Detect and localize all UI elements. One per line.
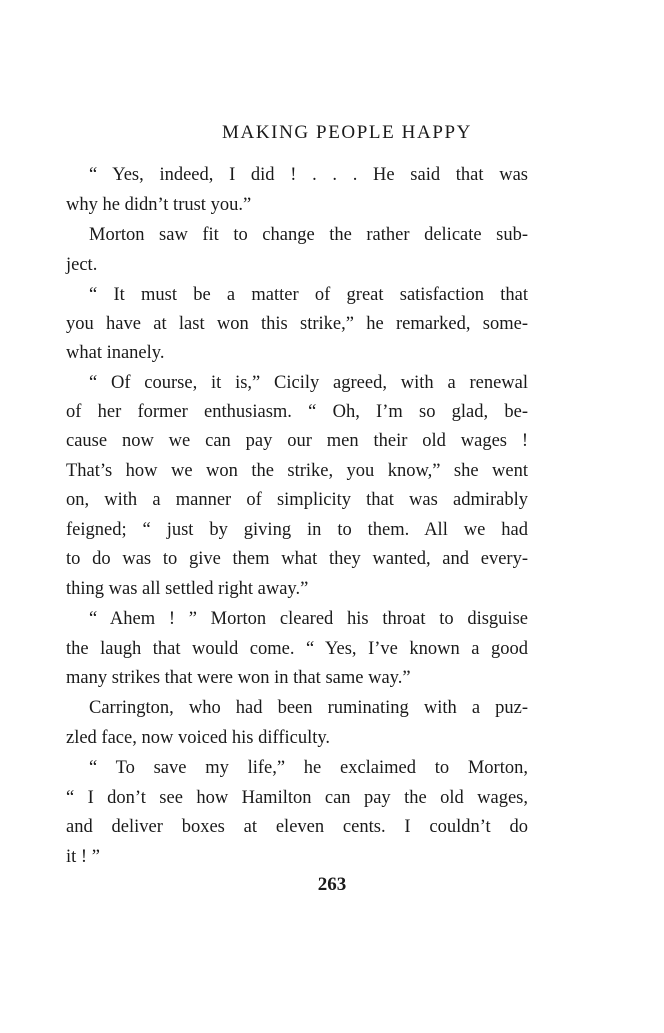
text-line: ject. [66, 255, 98, 275]
text-line: “ Ahem ! ” Morton cleared his throat to disguise [89, 609, 528, 629]
text-line: “ Of course, it is,” Cicily agreed, with a renewal [89, 373, 528, 393]
text-line: the laugh that would come. “ Yes, I’ve known a good [66, 639, 528, 659]
text-line: it ! ” [66, 847, 100, 867]
text-line: cause now we can pay our men their old wages ! [66, 431, 528, 451]
text-line: on, with a manner of simplicity that was admirably [66, 490, 528, 510]
text-line: “ To save my life,” he exclaimed to Morton, [89, 758, 528, 778]
text-line: why he didn’t trust you.” [66, 195, 252, 215]
running-head: MAKING PEOPLE HAPPY [222, 122, 472, 143]
text-line: “ I don’t see how Hamilton can pay the old wages, [66, 788, 528, 808]
text-line: “ It must be a matter of great satisfaction that [89, 285, 528, 305]
text-line: Carrington, who had been ruminating with a puz- [89, 698, 528, 718]
text-line: you have at last won this strike,” he remarked, some- [66, 314, 528, 334]
text-line: of her former enthusiasm. “ Oh, I’m so glad, be- [66, 402, 528, 422]
text-line: feigned; “ just by giving in to them. All we had [66, 520, 528, 540]
page-number: 263 [317, 874, 347, 895]
text-line: zled face, now voiced his difficulty. [66, 728, 331, 748]
text-line: “ Yes, indeed, I did ! . . . He said that was [89, 165, 528, 185]
text-line: to do was to give them what they wanted, and every- [66, 549, 528, 569]
text-line: and deliver boxes at eleven cents. I couldn’t do [66, 817, 528, 837]
text-line: Morton saw fit to change the rather delicate sub- [89, 225, 528, 245]
text-line: thing was all settled right away.” [66, 579, 309, 599]
text-line: many strikes that were won in that same way.” [66, 668, 411, 688]
text-line: That’s how we won the strike, you know,” she went [66, 461, 528, 481]
text-line: what inanely. [66, 343, 165, 363]
